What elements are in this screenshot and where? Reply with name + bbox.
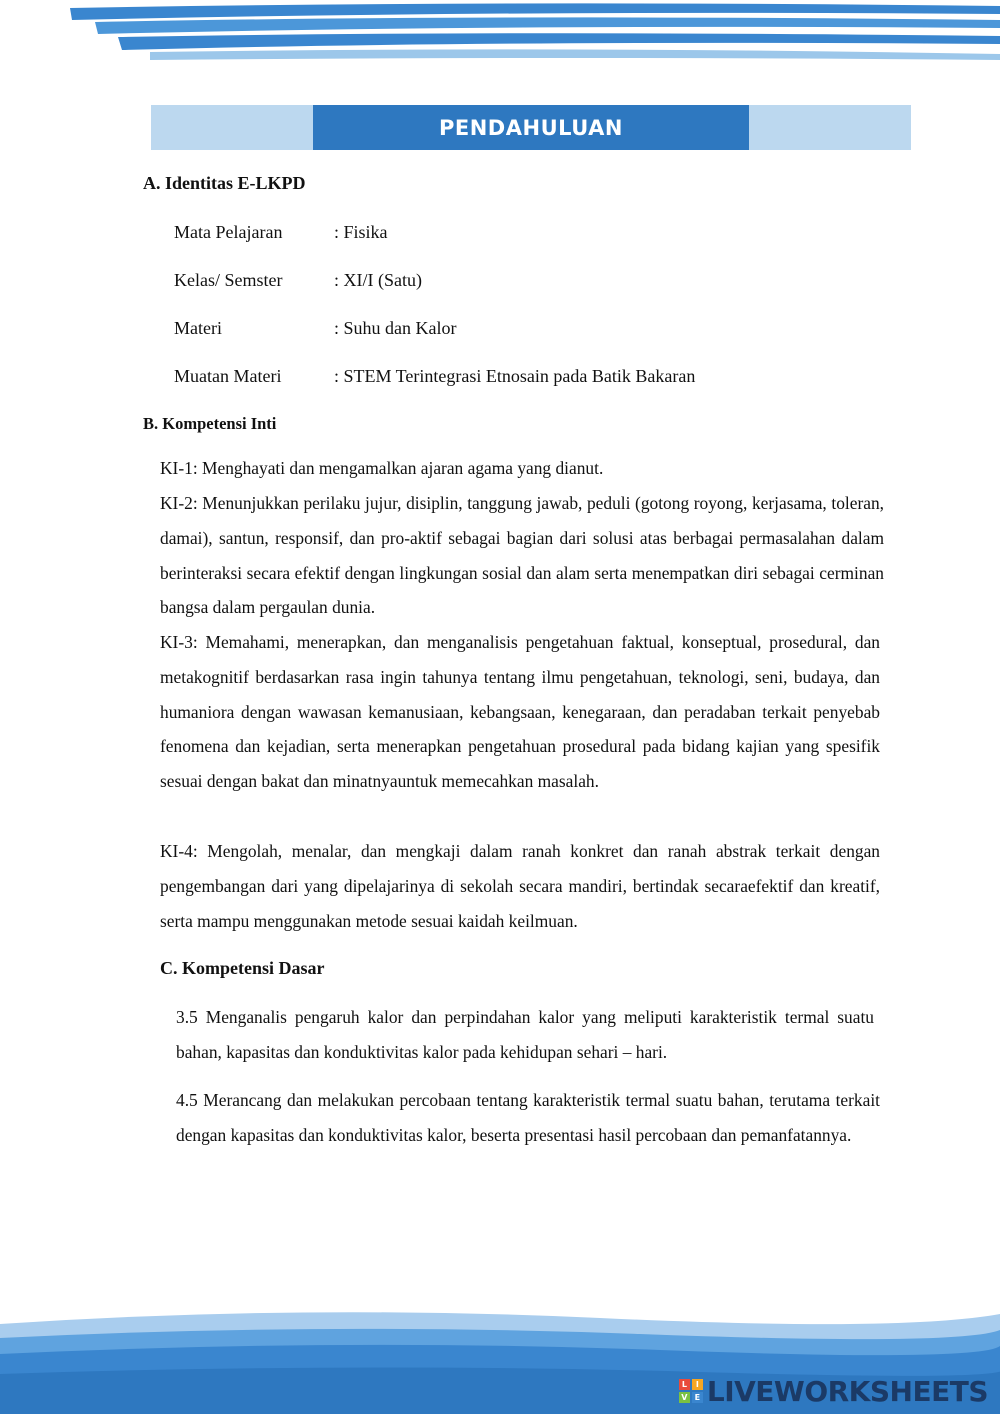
identity-value: : Suhu dan Kalor xyxy=(334,318,457,338)
identity-label: Muatan Materi xyxy=(174,366,282,386)
identity-label: Materi xyxy=(174,318,222,338)
brand-block: I xyxy=(692,1379,703,1390)
ki-2-text: KI-2: Menunjukkan perilaku jujur, disiplin, tanggung jawab, peduli (gotong royong, kerjasama, toleran, damai), santun, responsif, dan pro-aktif sebagai bagian dari solusi atas berbagai permasalahan dalam berinteraksi secara efektif dengan lingkungan sosial dan alam serta menempatkan diri sebagai cerminan bangsa dalam pergaulan dunia. xyxy=(160,493,884,618)
kd-3-5-text: 3.5 Menganalis pengaruh kalor dan perpindahan kalor yang meliputi karakteristik termal suatu bahan, kapasitas dan konduktivitas kalor pada kehidupan sehari – hari. xyxy=(176,1007,874,1062)
kd-4-5-text: 4.5 Merancang dan melakukan percobaan tentang karakteristik termal suatu bahan, terutama terkait dengan kapasitas dan konduktivitas kalor, beserta presentasi hasil percobaan dan pemanfatannya. xyxy=(176,1090,880,1145)
identity-value: : XI/I (Satu) xyxy=(334,270,422,290)
liveworksheets-logo xyxy=(679,1376,988,1406)
ki-3-text: KI-3: Memahami, menerapkan, dan menganalisis pengetahuan faktual, konseptual, prosedural, dan metakognitif berdasarkan rasa ingin tahunya tentang ilmu pengetahuan, teknologi, seni, budaya, dan humaniora dengan wawasan kemanusiaan, kebangsaan, kenegaraan, dan peradaban terkait penyebab fenomena dan kejadian, serta menerapkan pengetahuan prosedural pada bidang kajian yang spesifik sesuai dengan bakat dan minatnyauntuk memecahkan masalah. xyxy=(160,632,880,792)
section-c-heading: C. Kompetensi Dasar xyxy=(160,958,325,978)
brand-block: E xyxy=(692,1392,703,1403)
title-banner xyxy=(151,105,911,150)
brand-blocks-icon xyxy=(679,1379,703,1403)
identity-label: Mata Pelajaran xyxy=(174,222,283,242)
top-wave-decoration xyxy=(0,0,1000,70)
identity-value: : Fisika xyxy=(334,222,388,242)
ki-1-text: KI-1: Menghayati dan mengamalkan ajaran agama yang dianut. xyxy=(160,458,604,478)
brand-block: L xyxy=(679,1379,690,1390)
section-a-heading: A. Identitas E-LKPD xyxy=(143,173,306,193)
page-title: PENDAHULUAN xyxy=(313,105,749,150)
identity-value: : STEM Terintegrasi Etnosain pada Batik Bakaran xyxy=(334,366,696,386)
brand-name: LIVEWORKSHEETS xyxy=(706,1374,988,1408)
ki-4-text: KI-4: Mengolah, menalar, dan mengkaji dalam ranah konkret dan ranah abstrak terkait dengan pengembangan dari yang dipelajarinya di sekolah secara mandiri, bertindak secaraefektif dan kreatif, serta mampu menggunakan metode sesuai kaidah keilmuan. xyxy=(160,841,880,931)
identity-label: Kelas/ Semster xyxy=(174,270,283,290)
section-b-heading: B. Kompetensi Inti xyxy=(143,414,277,433)
brand-block: V xyxy=(679,1392,690,1403)
